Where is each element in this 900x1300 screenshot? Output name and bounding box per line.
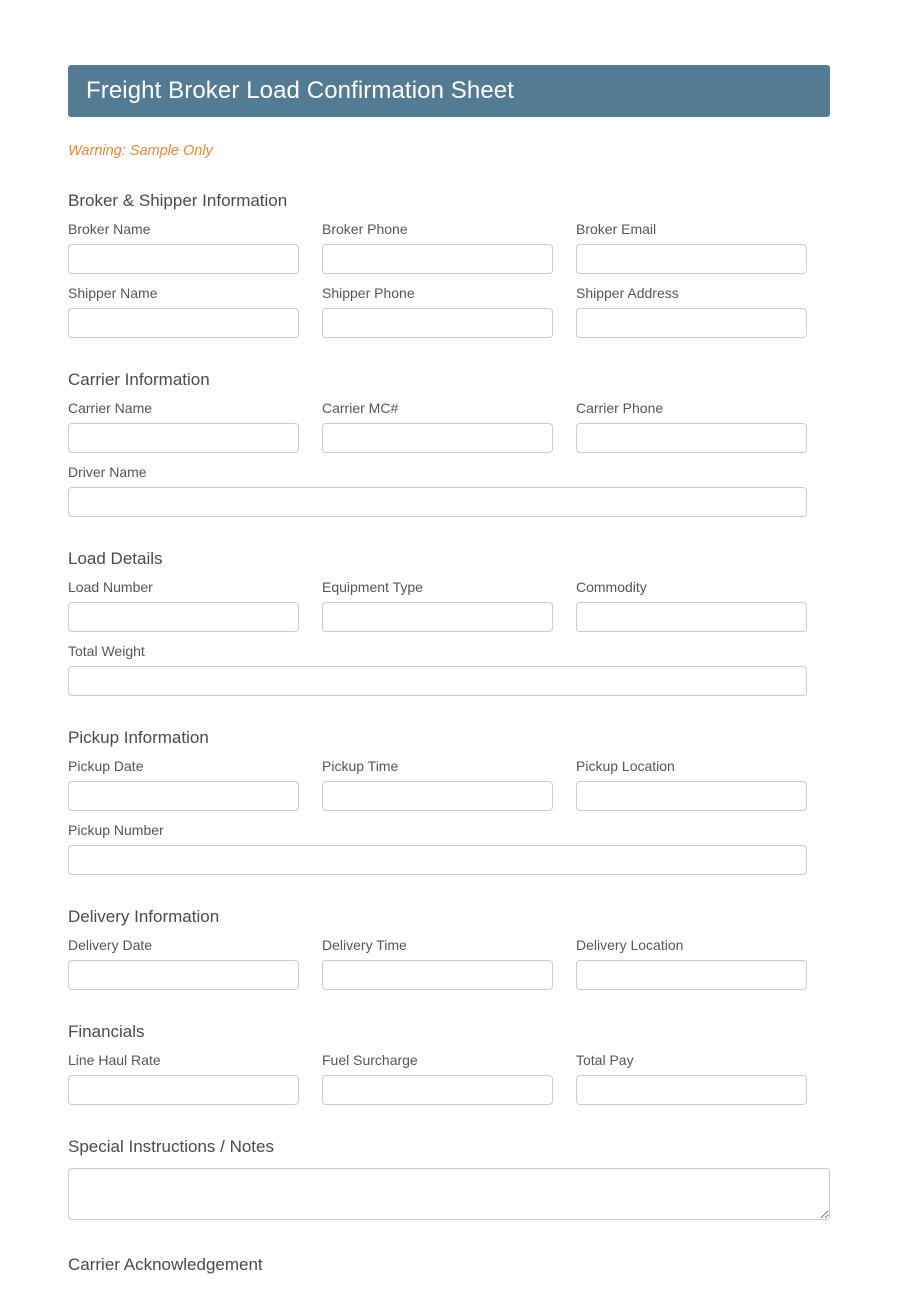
- section-title: Broker & Shipper Information: [68, 190, 288, 210]
- section-title: Financials: [68, 1021, 145, 1041]
- special-instructions-textarea[interactable]: [68, 1168, 830, 1220]
- pickup-date-input[interactable]: [68, 781, 299, 811]
- field-total-weight: [68, 644, 807, 696]
- field-label: Shipper Name: [68, 284, 158, 301]
- field-label: Delivery Time: [322, 936, 407, 953]
- driver-name-input[interactable]: [68, 487, 807, 517]
- field-row: [68, 938, 830, 990]
- total-weight-input[interactable]: [68, 666, 807, 696]
- section-special-instructions: [68, 1138, 830, 1220]
- field-label: Pickup Number: [68, 821, 164, 838]
- field-label: Broker Name: [68, 220, 151, 237]
- field-broker-email: [576, 222, 807, 274]
- pickup-location-input[interactable]: [576, 781, 807, 811]
- section-carrier-information: [68, 371, 830, 517]
- delivery-location-input[interactable]: [576, 960, 807, 990]
- field-label: Total Pay: [576, 1051, 634, 1068]
- field-broker-name: [68, 222, 299, 274]
- field-row: [68, 222, 830, 274]
- field-carrier-phone: [576, 401, 807, 453]
- field-label: Equipment Type: [322, 578, 423, 595]
- section-title: Load Details: [68, 548, 163, 568]
- field-pickup-time: [322, 759, 553, 811]
- field-shipper-name: [68, 286, 299, 338]
- field-shipper-phone: [322, 286, 553, 338]
- broker-phone-input[interactable]: [322, 244, 553, 274]
- page-header-banner: [68, 65, 830, 117]
- field-row: [68, 580, 830, 632]
- field-label: Broker Email: [576, 220, 657, 237]
- field-delivery-date: [68, 938, 299, 990]
- field-label: Shipper Phone: [322, 284, 415, 301]
- total-pay-input[interactable]: [576, 1075, 807, 1105]
- field-label: Carrier Phone: [576, 399, 664, 416]
- delivery-date-input[interactable]: [68, 960, 299, 990]
- section-broker-shipper-information: [68, 192, 830, 338]
- field-label: Pickup Location: [576, 757, 675, 774]
- field-pickup-date: [68, 759, 299, 811]
- field-row: [68, 286, 830, 338]
- section-title: Carrier Acknowledgement: [68, 1254, 263, 1274]
- field-pickup-number: [68, 823, 807, 875]
- fuel-surcharge-input[interactable]: [322, 1075, 553, 1105]
- field-fuel-surcharge: [322, 1053, 553, 1105]
- field-delivery-location: [576, 938, 807, 990]
- field-label: Delivery Date: [68, 936, 153, 953]
- field-label: Driver Name: [68, 463, 147, 480]
- field-label: Carrier Name: [68, 399, 153, 416]
- shipper-phone-input[interactable]: [322, 308, 553, 338]
- field-row: [68, 1053, 830, 1105]
- shipper-address-input[interactable]: [576, 308, 807, 338]
- field-load-number: [68, 580, 299, 632]
- section-title: Delivery Information: [68, 906, 220, 926]
- field-carrier-name: [68, 401, 299, 453]
- field-row: [68, 759, 830, 811]
- field-row: [68, 401, 830, 453]
- field-label: Delivery Location: [576, 936, 684, 953]
- section-financials: [68, 1023, 830, 1105]
- load-number-input[interactable]: [68, 602, 299, 632]
- shipper-name-input[interactable]: [68, 308, 299, 338]
- special-instructions-label: Special Instructions / Notes: [68, 1136, 274, 1156]
- field-label: Pickup Time: [322, 757, 399, 774]
- section-load-details: [68, 550, 830, 696]
- carrier-phone-input[interactable]: [576, 423, 807, 453]
- section-carrier-acknowledgement: [68, 1256, 830, 1273]
- sample-warning-text: Warning: Sample Only: [68, 143, 213, 159]
- delivery-time-input[interactable]: [322, 960, 553, 990]
- field-commodity: [576, 580, 807, 632]
- pickup-number-input[interactable]: [68, 845, 807, 875]
- field-label: Commodity: [576, 578, 647, 595]
- field-driver-name: [68, 465, 807, 517]
- section-pickup-information: [68, 729, 830, 875]
- pickup-time-input[interactable]: [322, 781, 553, 811]
- field-label: Load Number: [68, 578, 153, 595]
- field-label: Broker Phone: [322, 220, 408, 237]
- field-label: Total Weight: [68, 642, 145, 659]
- carrier-name-input[interactable]: [68, 423, 299, 453]
- field-label: Carrier MC#: [322, 399, 399, 416]
- broker-name-input[interactable]: [68, 244, 299, 274]
- field-broker-phone: [322, 222, 553, 274]
- section-title: Pickup Information: [68, 727, 209, 747]
- field-delivery-time: [322, 938, 553, 990]
- equipment-type-input[interactable]: [322, 602, 553, 632]
- field-label: Shipper Address: [576, 284, 679, 301]
- field-label: Fuel Surcharge: [322, 1051, 418, 1068]
- field-shipper-address: [576, 286, 807, 338]
- field-total-pay: [576, 1053, 807, 1105]
- page-title: Freight Broker Load Confirmation Sheet: [86, 77, 515, 104]
- field-line-haul-rate: [68, 1053, 299, 1105]
- carrier-mc-number-input[interactable]: [322, 423, 553, 453]
- commodity-input[interactable]: [576, 602, 807, 632]
- field-label: Line Haul Rate: [68, 1051, 161, 1068]
- section-delivery-information: [68, 908, 830, 990]
- line-haul-rate-input[interactable]: [68, 1075, 299, 1105]
- field-carrier-mc-number: [322, 401, 553, 453]
- section-title: Carrier Information: [68, 369, 210, 389]
- broker-email-input[interactable]: [576, 244, 807, 274]
- field-pickup-location: [576, 759, 807, 811]
- field-label: Pickup Date: [68, 757, 144, 774]
- field-equipment-type: [322, 580, 553, 632]
- form-content: [68, 65, 830, 1286]
